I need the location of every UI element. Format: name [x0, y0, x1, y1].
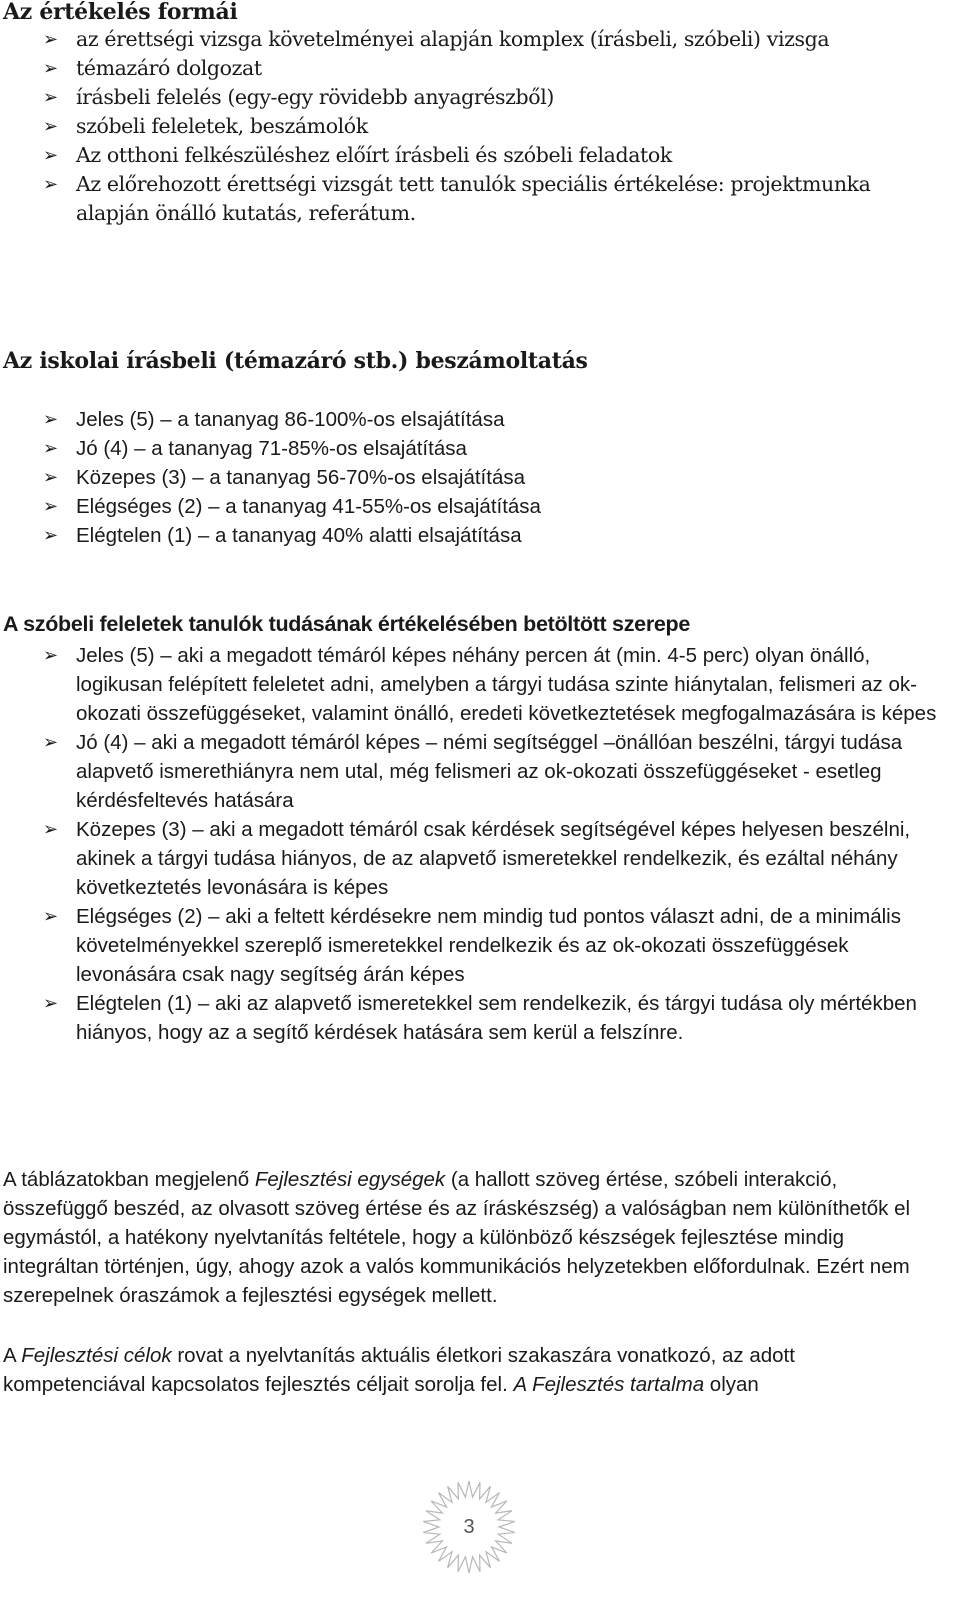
arrow-bullet-icon: ➢ — [43, 732, 59, 753]
list-item: ➢ Jeles (5) – aki a megadott témáról képes néhány percen át (min. 4-5 perc) olyan önálló, logikusan felépített feleletet adni, amelyben a tárgyi tudása szinte hiánytalan, felismeri az ok-okozati összefüggéseket, valamint önálló, eredeti következtetések megfogalmazására is képes — [0, 641, 945, 728]
arrow-bullet-icon: ➢ — [43, 29, 58, 50]
list-item: ➢ Elégséges (2) – a tananyag 41-55%-os elsajátítása — [0, 492, 945, 521]
written-grades-list — [0, 405, 945, 550]
list-item: ➢ Elégtelen (1) – aki az alapvető ismeretekkel sem rendelkezik, és tárgyi tudása oly mértékben hiányos, hogy az a segítő kérdések hatására sem kerül a felszínre. — [0, 989, 945, 1047]
paragraph-development-goals: A Fejlesztési célok rovat a nyelvtanítás aktuális életkori szakaszára vonatkozó, az adott kompetenciával kapcsolatos fejlesztés céljait sorolja fel. A Fejlesztés tartalma olyan — [3, 1344, 795, 1396]
assessment-forms-list — [0, 25, 945, 228]
list-item: ➢ Közepes (3) – aki a megadott témáról csak kérdések segítségével képes helyesen beszélni, akinek a tárgyi tudása hiányos, de az alapvető ismeretekkel rendelkezik, és ezáltal néhány következtetés levonására is képes — [0, 815, 945, 902]
list-item: ➢ szóbeli feleletek, beszámolók — [0, 112, 945, 141]
list-item: ➢ Az előrehozott érettségi vizsgát tett tanulók speciális értékelése: projektmunka alapján önálló kutatás, referátum. — [43, 172, 871, 225]
list-item: ➢ Jó (4) – aki a megadott témáról képes – némi segítséggel –önállóan beszélni, tárgyi tudása alapvető ismerethiányra nem utal, még felismeri az ok-okozati összefüggéseket - esetleg kérdésfeltevés hatására — [0, 728, 945, 815]
list-item: ➢ Elégtelen (1) – a tananyag 40% alatti elsajátítása — [0, 521, 945, 550]
list-item: ➢ témazáró dolgozat — [0, 54, 945, 83]
list-item: ➢ Jó (4) – a tananyag 71-85%-os elsajátítása — [0, 434, 945, 463]
section-heading-assessment-forms: Az értékelés formái — [3, 0, 238, 25]
arrow-bullet-icon: ➢ — [43, 467, 59, 488]
arrow-bullet-icon: ➢ — [43, 906, 59, 927]
arrow-bullet-icon: ➢ — [43, 496, 59, 517]
arrow-bullet-icon: ➢ — [43, 645, 59, 666]
section-heading-oral-assessment: A szóbeli feleletek tanulók tudásának értékelésében betöltött szerepe — [3, 612, 691, 636]
arrow-bullet-icon: ➢ — [43, 145, 58, 166]
list-item: ➢ Közepes (3) – a tananyag 56-70%-os elsajátítása — [0, 463, 945, 492]
arrow-bullet-icon: ➢ — [43, 87, 58, 108]
page-number-badge — [419, 1477, 519, 1577]
arrow-bullet-icon: ➢ — [43, 174, 58, 195]
paragraph-development-units: A táblázatokban megjelenő Fejlesztési egységek (a hallott szöveg értése, szóbeli interakció, összefüggő beszéd, az olvasott szöveg értése és az íráskészség) a valóságban nem különíthetők el egymástól, a hatékony nyelvtanítás feltétele, hogy a különböző készségek fejlesztése mindig integráltan történjen, úgy, ahogy azok a valós kommunikációs helyzetekben előfordulnak. Ezért nem szerepelnek óraszámok a fejlesztési egységek mellett. — [3, 1168, 911, 1307]
list-item: ➢ írásbeli felelés (egy-egy rövidebb anyagrészből) — [0, 83, 945, 112]
arrow-bullet-icon: ➢ — [43, 438, 59, 459]
arrow-bullet-icon: ➢ — [43, 819, 59, 840]
arrow-bullet-icon: ➢ — [43, 58, 58, 79]
list-item: ➢ Az otthoni felkészüléshez előírt írásbeli és szóbeli feladatok — [0, 141, 945, 170]
arrow-bullet-icon: ➢ — [43, 409, 59, 430]
arrow-bullet-icon: ➢ — [43, 116, 58, 137]
arrow-bullet-icon: ➢ — [43, 525, 59, 546]
oral-grades-list — [0, 641, 945, 1047]
section-heading-written-assessment: Az iskolai írásbeli (témazáró stb.) beszámoltatás — [3, 348, 588, 374]
arrow-bullet-icon: ➢ — [43, 993, 59, 1014]
list-item: ➢ Jeles (5) – a tananyag 86-100%-os elsajátítása — [0, 405, 945, 434]
list-item: ➢ az érettségi vizsga követelményei alapján komplex (írásbeli, szóbeli) vizsga — [0, 25, 945, 54]
page-number: 3 — [463, 1515, 475, 1538]
list-item: ➢ Elégséges (2) – aki a feltett kérdésekre nem mindig tud pontos választ adni, de a minimális követelményekkel szereplő ismeretekkel rendelkezik és az ok-okozati összefüggések levonására csak nagy segítség árán képes — [0, 902, 945, 989]
